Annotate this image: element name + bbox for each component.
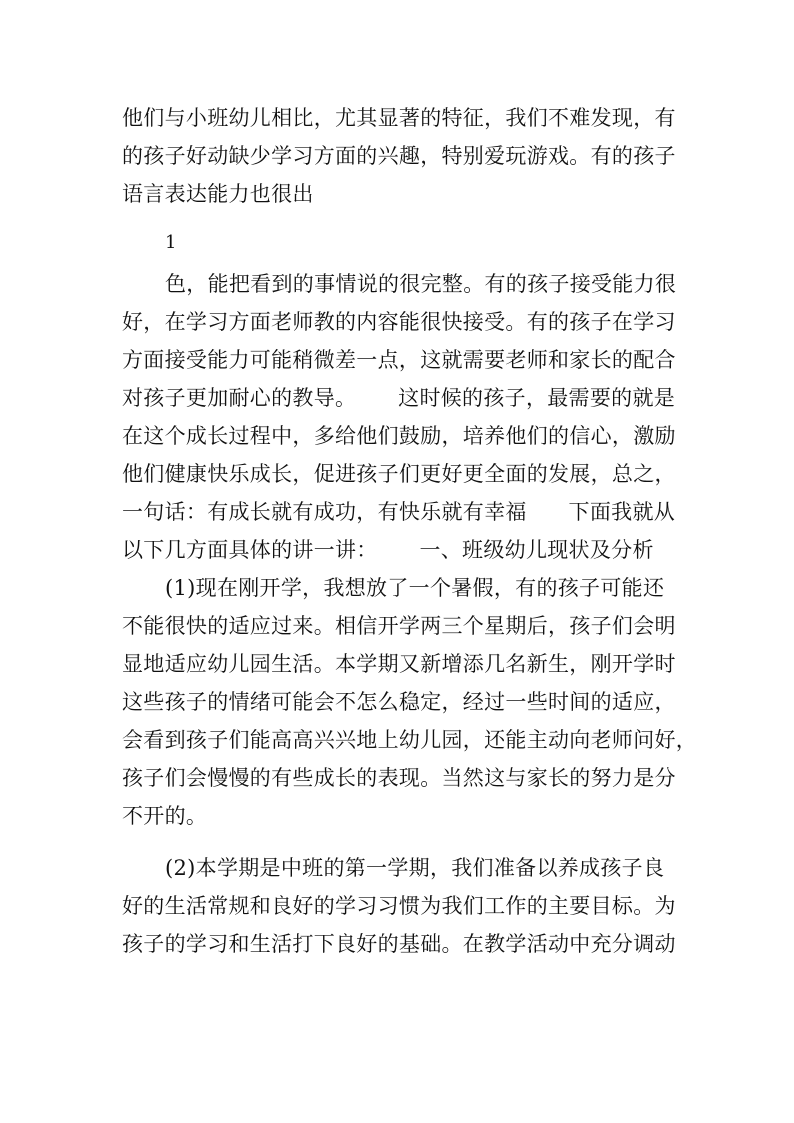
text-line: 的孩子好动缺少学习方面的兴趣，特别爱玩游戏。有的孩子	[122, 144, 676, 168]
text-line: 这些孩子的情绪可能会不怎么稳定，经过一些时间的适应，	[122, 690, 676, 714]
text-line: 方面接受能力可能稍微差一点，这就需要老师和家长的配合	[122, 348, 676, 372]
text-line: 以下几方面具体的讲一讲： 一、班级幼儿现状及分析	[122, 538, 654, 562]
text-line: 好的生活常规和良好的学习习惯为我们工作的主要目标。为	[122, 894, 676, 918]
text-line: 显地适应幼儿园生活。本学期又新增添几名新生，刚开学时	[122, 652, 676, 676]
text-line: (1)现在刚开学，我想放了一个暑假，有的孩子可能还	[165, 576, 665, 600]
text-line: 语言表达能力也很出	[122, 182, 314, 206]
text-line: 他们与小班幼儿相比，尤其显著的特征，我们不难发现，有	[122, 106, 676, 130]
text-line: 不开的。	[122, 804, 208, 828]
text-line: 孩子们会慢慢的有些成长的表现。当然这与家长的努力是分	[122, 766, 676, 790]
text-line: (2)本学期是中班的第一学期，我们准备以养成孩子良	[165, 856, 665, 880]
text-line: 色，能把看到的事情说的很完整。有的孩子接受能力很	[165, 272, 677, 296]
text-line: 对孩子更加耐心的教导。 这时候的孩子，最需要的就是	[122, 386, 676, 410]
text-line: 他们健康快乐成长，促进孩子们更好更全面的发展，总之，	[122, 462, 676, 486]
text-line: 一句话：有成长就有成功，有快乐就有幸福 下面我就从	[122, 500, 676, 524]
text-line: 孩子的学习和生活打下良好的基础。在教学活动中充分调动	[122, 932, 676, 956]
text-line: 好，在学习方面老师教的内容能很快接受。有的孩子在学习	[122, 310, 676, 334]
text-line: 在这个成长过程中，多给他们鼓励，培养他们的信心，激励	[122, 424, 676, 448]
text-line: 不能很快的适应过来。相信开学两三个星期后，孩子们会明	[122, 614, 676, 638]
text-line: 会看到孩子们能高高兴兴地上幼儿园，还能主动向老师问好，	[122, 728, 698, 752]
page-number: 1	[165, 232, 177, 253]
